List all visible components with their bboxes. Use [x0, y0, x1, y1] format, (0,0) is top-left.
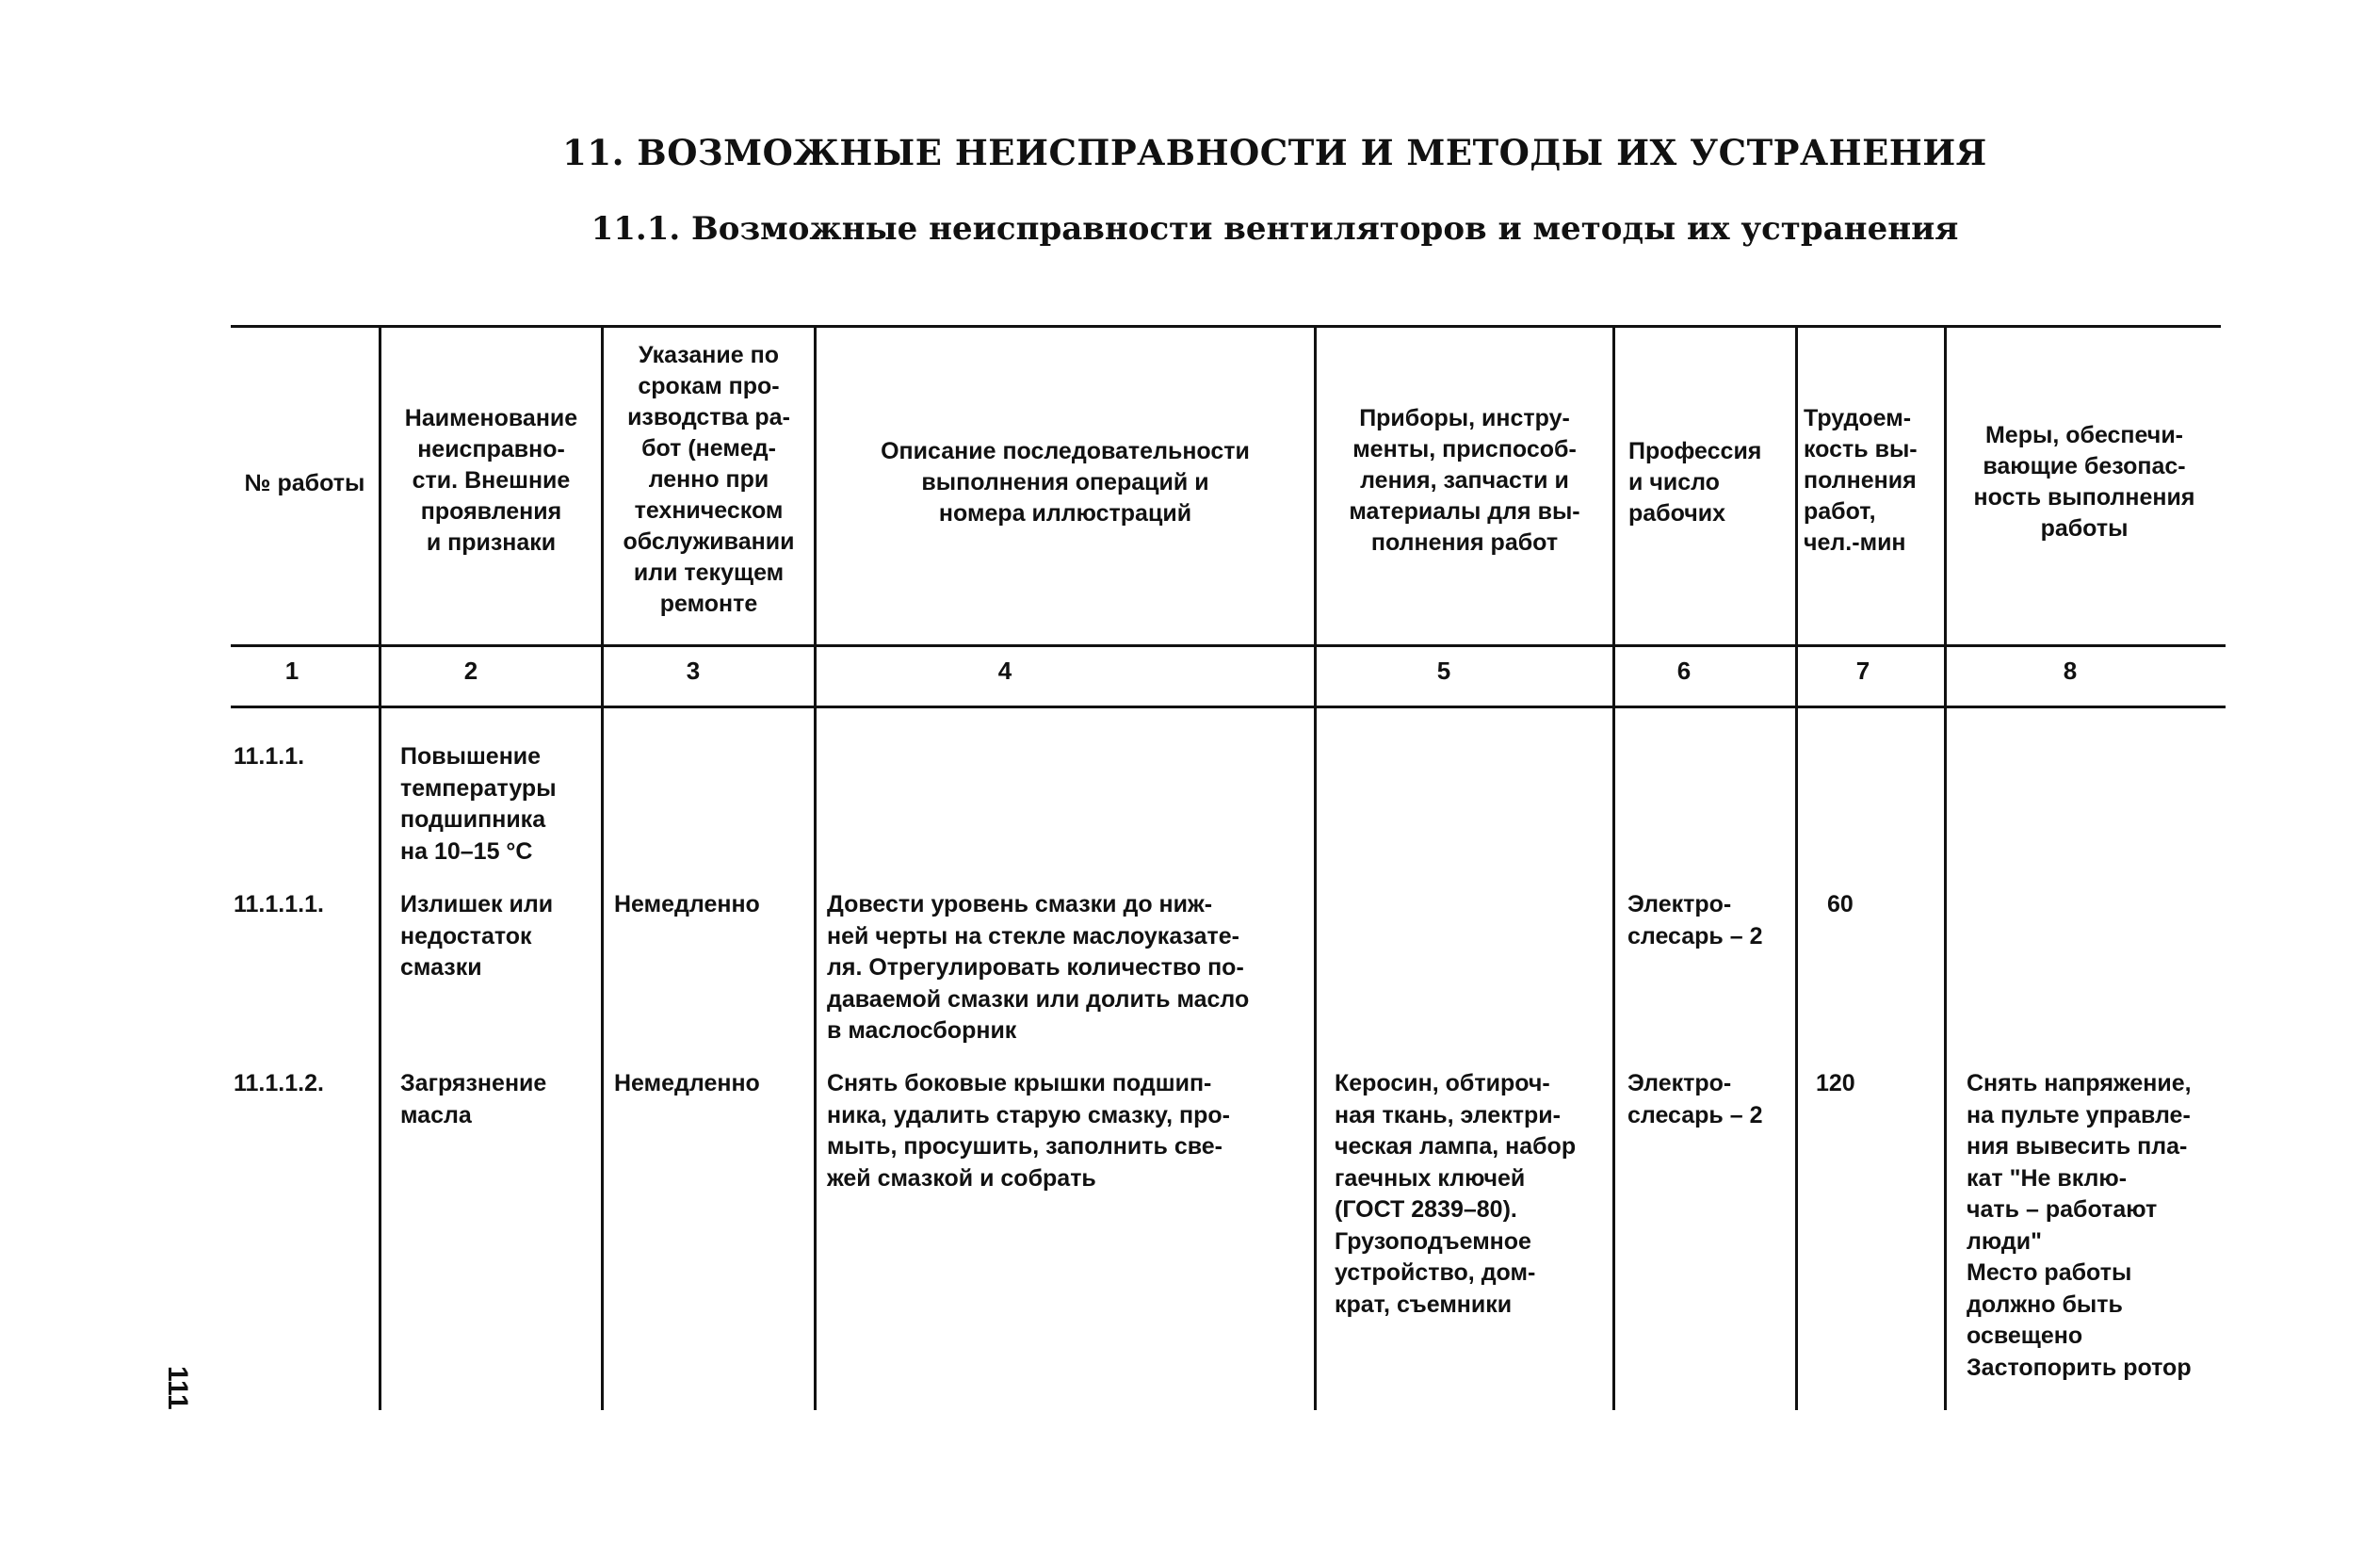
row-description: Снять боковые крышки подшип- ника, удалить старую смазку, про- мыть, просушить, заполнить све- жей смазкой и собрать [827, 1070, 1230, 1192]
row-profession: Электро- слесарь – 2 [1627, 891, 1763, 949]
row-fault: Повышение температуры подшипника на 10–15 °С [400, 743, 557, 865]
row-fault: Загрязнение масла [400, 1070, 547, 1128]
header-safety: Меры, обеспечи- вающие безопас- ность выполнения работы [1973, 422, 2195, 542]
header-bottom-rule [231, 644, 2226, 647]
column-numbers-bottom-rule [231, 706, 2226, 708]
column-number: 5 [1436, 657, 1451, 685]
row-labor: 60 [1827, 891, 1854, 917]
row-profession: Электро- слесарь – 2 [1627, 1070, 1763, 1128]
header-profession: Профессия и число рабочих [1628, 438, 1762, 527]
page-number: 111 [162, 1366, 193, 1410]
row-tools: Керосин, обтироч- ная ткань, электри- ческая лампа, набор гаечных ключей (ГОСТ 2839–80). Грузоподъемное устройство, дом- крат, съемники [1335, 1070, 1577, 1318]
row-work-number: 11.1.1.1. [234, 891, 324, 917]
column-number: 2 [463, 657, 478, 685]
column-number: 3 [686, 657, 701, 685]
header-tools: Приборы, инстру- менты, приспособ- ления, запчасти и материалы для вы- полнения работ [1349, 405, 1580, 556]
header-fault-name: Наименование неисправно- сти. Внешние проявления и признаки [404, 405, 578, 556]
column-number: 6 [1676, 657, 1692, 685]
row-safety: Снять напряжение, на пульте управле- ния вывесить пла- кат "Не вклю- чать – работают люди" Место работы должно быть освещено Застопорить ротор [1967, 1070, 2192, 1381]
column-number: 7 [1855, 657, 1870, 685]
row-description: Довести уровень смазки до ниж- ней черты на стекле маслоуказате- ля. Отрегулировать количество по- даваемой смазки или долить масло в маслосборник [827, 891, 1250, 1044]
row-term: Немедленно [614, 891, 760, 917]
header-work-number: № работы [244, 470, 365, 496]
subsection-title: 11.1. Возможные неисправности вентиляторов и методы их устранения [591, 210, 1959, 248]
row-fault: Излишек или недостаток смазки [400, 891, 554, 981]
header-term: Указание по срокам про- изводства ра- бот (немед- ленно при техническом обслуживании или текущем ремонте [623, 342, 795, 617]
column-number: 8 [2063, 657, 2078, 685]
row-labor: 120 [1816, 1070, 1855, 1096]
table-top-rule [231, 325, 2221, 328]
section-title: 11. ВОЗМОЖНЫЕ НЕИСПРАВНОСТИ И МЕТОДЫ ИХ УСТРАНЕНИЯ [562, 132, 1987, 173]
header-description: Описание последовательности выполнения операций и номера иллюстраций [881, 438, 1250, 527]
row-work-number: 11.1.1.2. [234, 1070, 324, 1096]
row-term: Немедленно [614, 1070, 760, 1096]
column-number: 1 [284, 657, 300, 685]
header-labor: Трудоем- кость вы- полнения работ, чел.-мин [1804, 405, 1918, 556]
row-work-number: 11.1.1. [234, 743, 305, 770]
column-number: 4 [997, 657, 1012, 685]
